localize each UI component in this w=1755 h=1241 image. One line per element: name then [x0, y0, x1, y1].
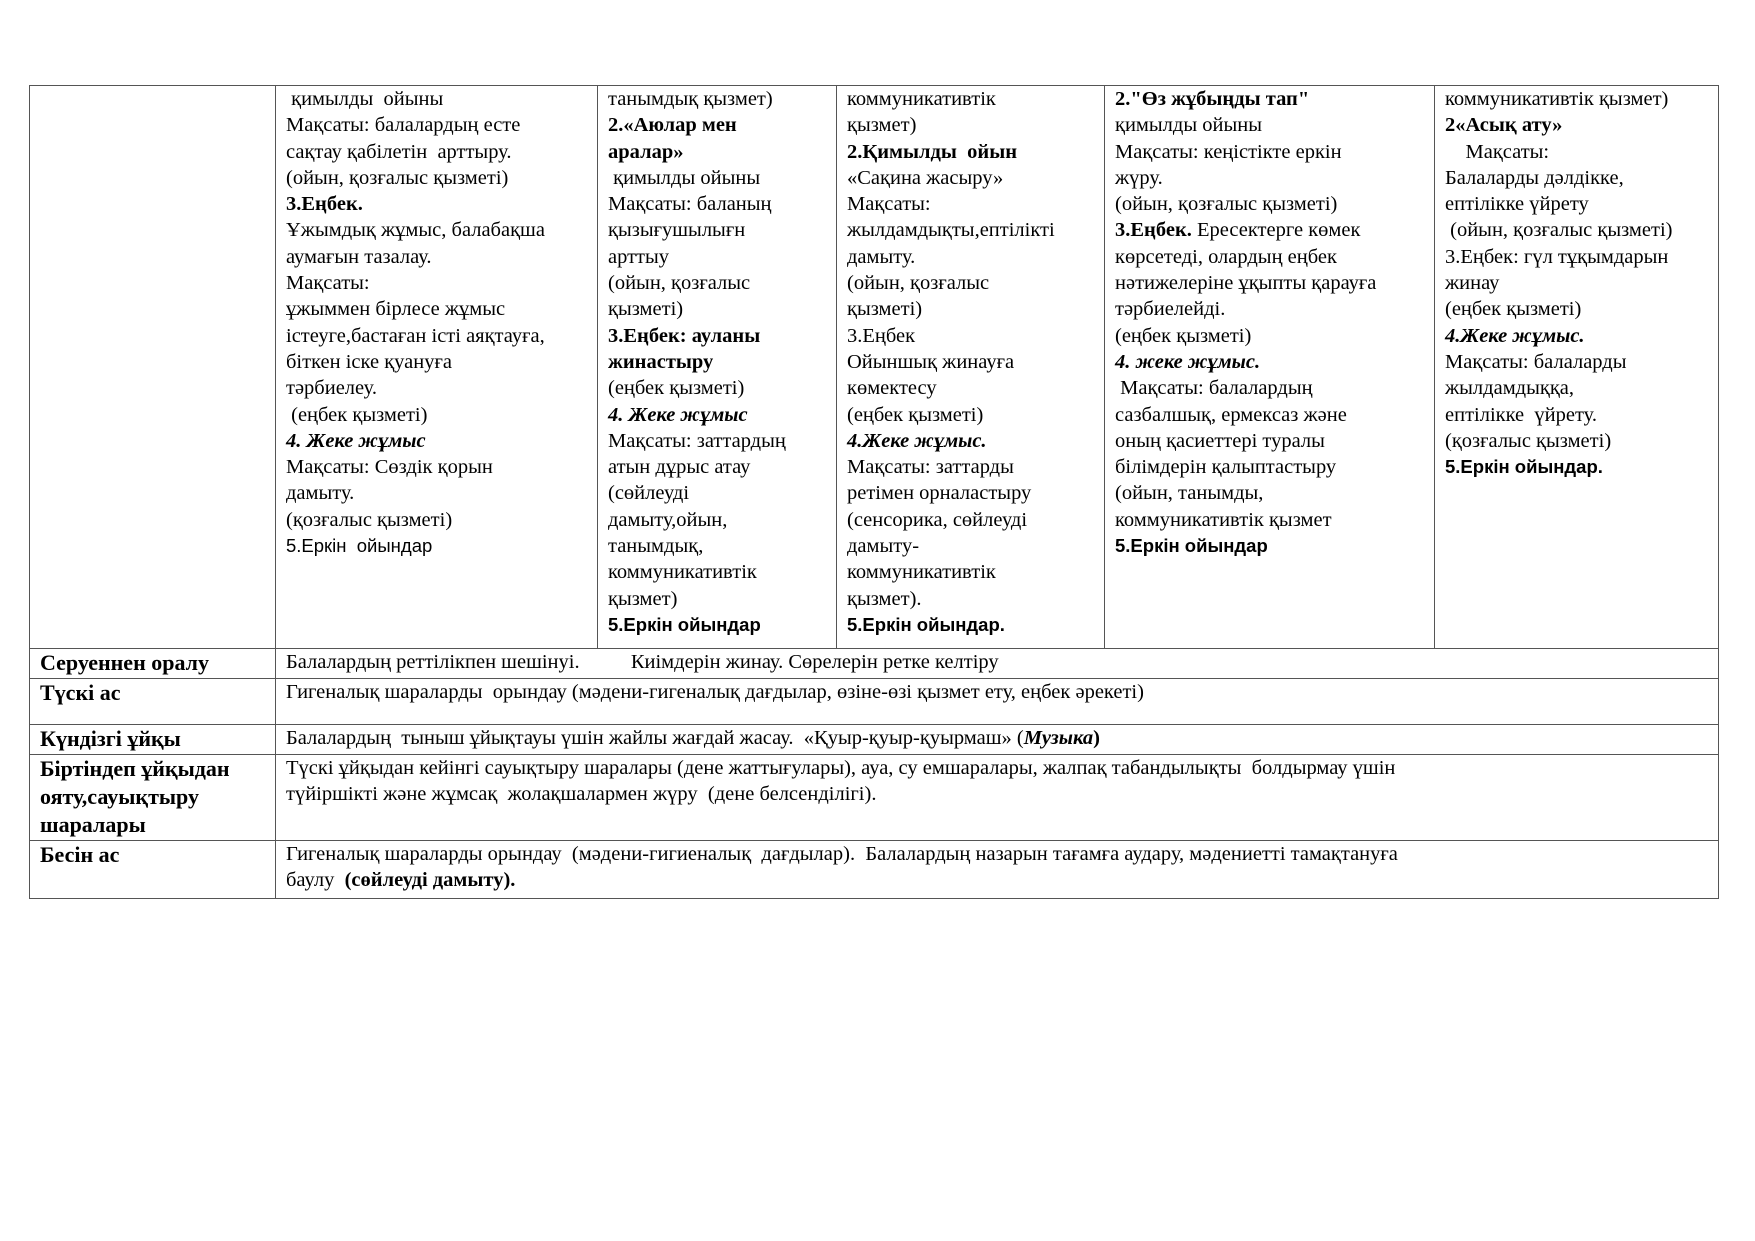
- activity-line: танымдық қызмет): [608, 88, 773, 110]
- activity-line: нәтижелеріне ұқыпты қарауға: [1115, 272, 1377, 295]
- row-text-line: [286, 867, 1718, 893]
- activity-line: жинау: [1445, 272, 1500, 295]
- activity-line: ұжыммен бірлесе жұмыс: [286, 298, 506, 321]
- activity-line: (еңбек қызметі): [1445, 298, 1582, 321]
- activity-line: коммуникативтік қызмет): [1445, 88, 1669, 110]
- activity-line: Мақсаты: баланың: [608, 193, 772, 216]
- activity-line: сазбалшық, ермексаз және: [1115, 403, 1347, 426]
- activity-line: қызметі): [608, 298, 684, 321]
- schedule-row: [30, 649, 1719, 679]
- activity-line: 5.Еркін ойындар: [1115, 535, 1268, 557]
- row-label-line: ояту,сауықтыру: [40, 784, 199, 809]
- activity-line: қимылды ойыны: [608, 166, 761, 189]
- activity-line: Ойыншық жинауға: [847, 350, 1015, 373]
- day-column-5: [1435, 86, 1719, 649]
- row-text-main: Балалардың тыныш ұйықтауы үшін жайлы жағдай жасау. «Қуыр-қуыр-қуырмаш»: [286, 727, 1012, 749]
- activity-line: 3.Еңбек: [847, 324, 916, 347]
- activity-line: Мақсаты: балалардың есте: [286, 114, 521, 137]
- activity-line: ептілікке үйрету.: [1445, 403, 1597, 426]
- activity-line: (сөйлеуді: [608, 482, 690, 505]
- row-text: [276, 725, 1719, 755]
- activity-line: жылдамдыққа,: [1445, 377, 1575, 400]
- activity-line: (сенсорика, сөйлеуді: [847, 508, 1028, 531]
- activity-line: қызмет): [847, 114, 917, 137]
- activity-line: дамыту.: [286, 482, 355, 505]
- activity-line: аумағын тазалау.: [286, 245, 432, 268]
- row-text-line: Гигеналық шараларды орындау (мәдени-гигиеналық дағдылар). Балалардың назарын тағамға аудару, мәдениетті тамақтануға: [286, 843, 1398, 865]
- activity-line: көрсетеді, олардың еңбек: [1115, 245, 1337, 268]
- row-text-line: түйіршікті және жұмсақ жолақшалармен жүру (дене белсенділігі).: [286, 783, 877, 806]
- row-label: Күндізгі ұйқы: [30, 725, 276, 755]
- activity-line: (еңбек қызметі): [1115, 324, 1252, 347]
- activity-line: Мақсаты: заттарды: [847, 456, 1014, 479]
- activity-line: ептілікке үйрету: [1445, 193, 1589, 216]
- activity-line: Мақсаты: балалардың: [1115, 377, 1313, 400]
- activity-line: Мақсаты: Сөздік қорын: [286, 456, 493, 479]
- activity-line: (ойын, қозғалыс қызметі): [286, 166, 509, 189]
- activity-line: [1115, 217, 1434, 243]
- activity-line: Балаларды дәлдікке,: [1445, 166, 1624, 189]
- activity-line: тәрбиелейді.: [1115, 298, 1226, 321]
- activity-line: Ұжымдық жұмыс, балабақша: [286, 219, 545, 242]
- activity-line: 5.Еркін ойындар.: [847, 613, 1005, 635]
- activity-line: жинастыру: [608, 350, 714, 373]
- activity-line: 4.Жеке жұмыс.: [1445, 324, 1585, 347]
- activity-line: (еңбек қызметі): [286, 403, 428, 426]
- activity-line: аралар»: [608, 140, 684, 163]
- activity-line: 2."Өз жұбыңды тап": [1115, 88, 1310, 110]
- activity-line: дамыту.: [847, 245, 916, 268]
- activity-line: 2«Асық ату»: [1445, 114, 1563, 137]
- activity-line: дамыту,ойын,: [608, 508, 728, 531]
- row-text-line-start: баулу: [286, 869, 345, 892]
- activity-line: 4. Жеке жұмыс: [608, 403, 748, 426]
- schedule-table: [29, 85, 1719, 899]
- activity-line: ретімен орналастыру: [847, 482, 1032, 505]
- activity-line: тәрбиелеу.: [286, 377, 377, 400]
- activity-line: (ойын, қозғалыс қызметі): [1115, 193, 1338, 216]
- activity-line: қызмет): [608, 587, 678, 610]
- activity-line: (қозғалыс қызметі): [1445, 429, 1612, 452]
- day-column-1: [276, 86, 598, 649]
- row-label-empty: [30, 86, 276, 649]
- activity-line: (қозғалыс қызметі): [286, 508, 453, 531]
- activity-line: қызмет).: [847, 587, 922, 610]
- activity-line: (ойын, танымды,: [1115, 482, 1264, 505]
- day-column-3: [837, 86, 1105, 649]
- activity-line: 4. Жеке жұмыс: [286, 429, 426, 452]
- schedule-row: [30, 679, 1719, 725]
- activity-line: жылдамдықты,ептілікті: [847, 219, 1055, 242]
- activity-line: Мақсаты: балаларды: [1445, 350, 1627, 373]
- activity-line: біткен іске қуануға: [286, 350, 452, 373]
- activity-line: сақтау қабілетін арттыру.: [286, 140, 512, 163]
- activity-line: арттыу: [608, 245, 670, 268]
- activity-line: Мақсаты: заттардың: [608, 429, 786, 452]
- activity-line: (ойын, қозғалыс қызметі): [1445, 219, 1673, 242]
- row-text: [276, 841, 1719, 899]
- activity-line: (еңбек қызметі): [847, 403, 984, 426]
- activity-line-bold: 3.Еңбек.: [1115, 219, 1192, 242]
- activity-line: 4. жеке жұмыс.: [1115, 350, 1261, 373]
- activities-row: [30, 86, 1719, 649]
- row-label-line: шаралары: [40, 812, 146, 837]
- activity-line: Мақсаты: кеңістікте еркін: [1115, 140, 1342, 163]
- activity-line: 5.Еркін ойындар: [608, 613, 761, 635]
- activity-line: «Сақина жасыру»: [847, 166, 1004, 189]
- activity-line: Мақсаты:: [1445, 140, 1550, 163]
- day-column-2: [598, 86, 837, 649]
- activity-line: істеуге,бастаған істі аяқтауға,: [286, 324, 545, 347]
- schedule-row: [30, 755, 1719, 841]
- activity-line: 5.Еркін ойындар: [286, 535, 433, 557]
- row-label: [30, 755, 276, 841]
- activity-line: қимылды ойыны: [1115, 114, 1262, 137]
- activity-line: (ойын, қозғалыс: [608, 272, 751, 295]
- activity-line: қызығушылығн: [608, 219, 746, 242]
- activity-line: 3.Еңбек: гүл тұқымдарын: [1445, 245, 1669, 268]
- activity-line: 3.Еңбек: ауланы: [608, 324, 761, 347]
- row-text: Гигеналық шараларды орындау (мәдени-гигеналық дағдылар, өзіне-өзі қызмет ету, еңбек әрекеті): [276, 679, 1719, 725]
- activity-line: танымдық,: [608, 535, 704, 558]
- activity-line: коммуникативтік: [608, 561, 757, 584]
- activity-line: атын дұрыс атау: [608, 456, 751, 479]
- activity-line: дамыту-: [847, 535, 920, 558]
- row-text-line: Түскі ұйқыдан кейінгі сауықтыру шаралары (дене жаттығулары), ауа, су емшаралары, жалпақ табандылықты болдырмау үшін: [286, 757, 1396, 779]
- schedule-row: [30, 841, 1719, 899]
- activity-line: Мақсаты:: [847, 193, 931, 216]
- activity-line: 2.Қимылды ойын: [847, 140, 1018, 163]
- activity-line: коммуникативтік: [847, 561, 996, 584]
- activity-line: коммуникативтік: [847, 88, 996, 110]
- activity-line: жүру.: [1115, 166, 1163, 189]
- activity-line: қызметі): [847, 298, 923, 321]
- row-text-bold: (сөйлеуді дамыту).: [344, 869, 516, 892]
- activity-line: қимылды ойыны: [286, 88, 444, 110]
- row-label-line: Біртіндеп ұйқыдан: [40, 756, 230, 781]
- activity-line: (еңбек қызметі): [608, 377, 745, 400]
- row-text: Балалардың реттілікпен шешінуі. Киімдерін жинау. Сөрелерін ретке келтіру: [276, 649, 1719, 679]
- music-label: Музыка: [1023, 727, 1094, 749]
- activity-line: білімдерін қалыптастыру: [1115, 456, 1337, 479]
- activity-line: 4.Жеке жұмыс.: [847, 429, 987, 452]
- schedule-row: [30, 725, 1719, 755]
- activity-line: көмектесу: [847, 377, 937, 400]
- row-label: Түскі ас: [30, 679, 276, 725]
- row-text-close: ): [1093, 727, 1100, 749]
- day-column-4: [1105, 86, 1435, 649]
- activity-line: (ойын, қозғалыс: [847, 272, 990, 295]
- activity-line: коммуникативтік қызмет: [1115, 508, 1332, 531]
- activity-line: оның қасиеттері туралы: [1115, 429, 1325, 452]
- row-text-open: (: [1011, 727, 1024, 749]
- row-label: Серуеннен оралу: [30, 649, 276, 679]
- activity-line: 5.Еркін ойындар.: [1445, 456, 1603, 478]
- activity-line: 2.«Аюлар мен: [608, 114, 737, 137]
- row-text: [276, 755, 1719, 841]
- activity-line: Мақсаты:: [286, 272, 370, 295]
- row-label: Бесін ас: [30, 841, 276, 899]
- activity-line: 3.Еңбек.: [286, 193, 363, 216]
- activity-line-rest: Ересектерге көмек: [1191, 219, 1361, 242]
